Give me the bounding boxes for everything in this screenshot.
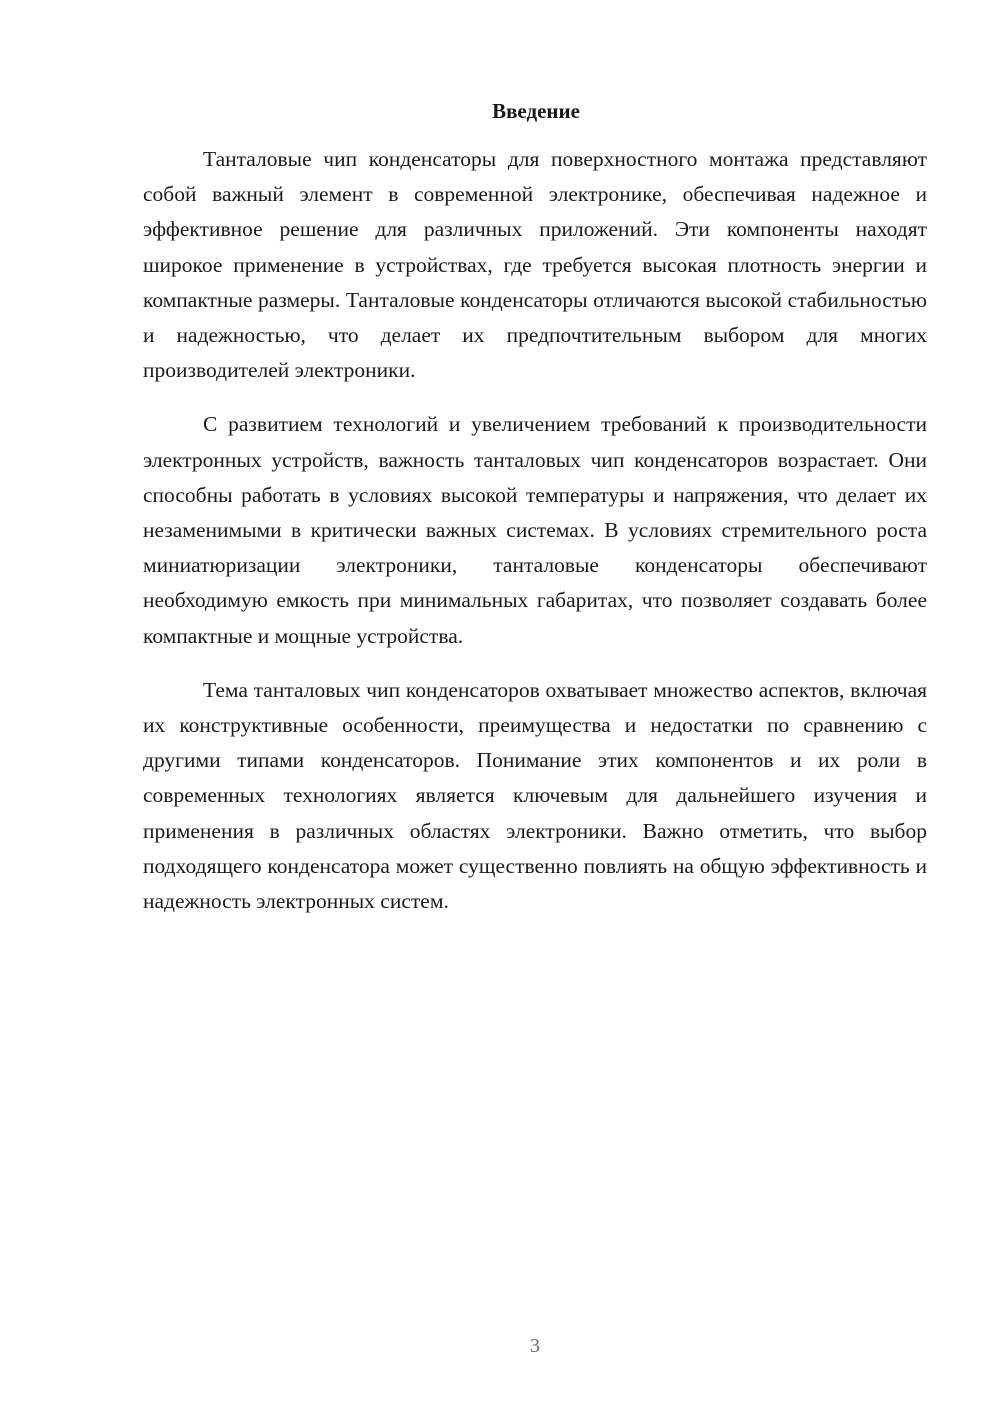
- paragraph-2: С развитием технологий и увеличением требований к производительности электронных устройств, важность танталовых чип конденсаторов возрастает. Они способны работать в условиях высокой температуры и напряжения, что делает их незаменимыми в критически важных системах. В условиях стремительного роста миниатюризации электроники, танталовые конденсаторы обеспечивают необходимую емкость при минимальных габаритах, что позволяет создавать более компактные и мощные устройства.: [143, 412, 927, 648]
- page-number: 3: [530, 1335, 540, 1357]
- section-heading: Введение: [492, 99, 580, 123]
- body-text: [143, 142, 927, 938]
- paragraph-1: Танталовые чип конденсаторы для поверхностного монтажа представляют собой важный элемент в современной электронике, обеспечивая надежное и эффективное решение для различных приложений. Эти компоненты находят широкое применение в устройствах, где требуется высокая плотность энергии и компактные размеры. Танталовые конденсаторы отличаются высокой стабильностью и надежностью, что делает их предпочтительным выбором для многих производителей электроники.: [143, 147, 927, 383]
- paragraph-3: Тема танталовых чип конденсаторов охватывает множество аспектов, включая их конструктивные особенности, преимущества и недостатки по сравнению с другими типами конденсаторов. Понимание этих компонентов и их роли в современных технологиях является ключевым для дальнейшего изучения и применения в различных областях электроники. Важно отметить, что выбор подходящего конденсатора может существенно повлиять на общую эффективность и надежность электронных систем.: [143, 677, 927, 914]
